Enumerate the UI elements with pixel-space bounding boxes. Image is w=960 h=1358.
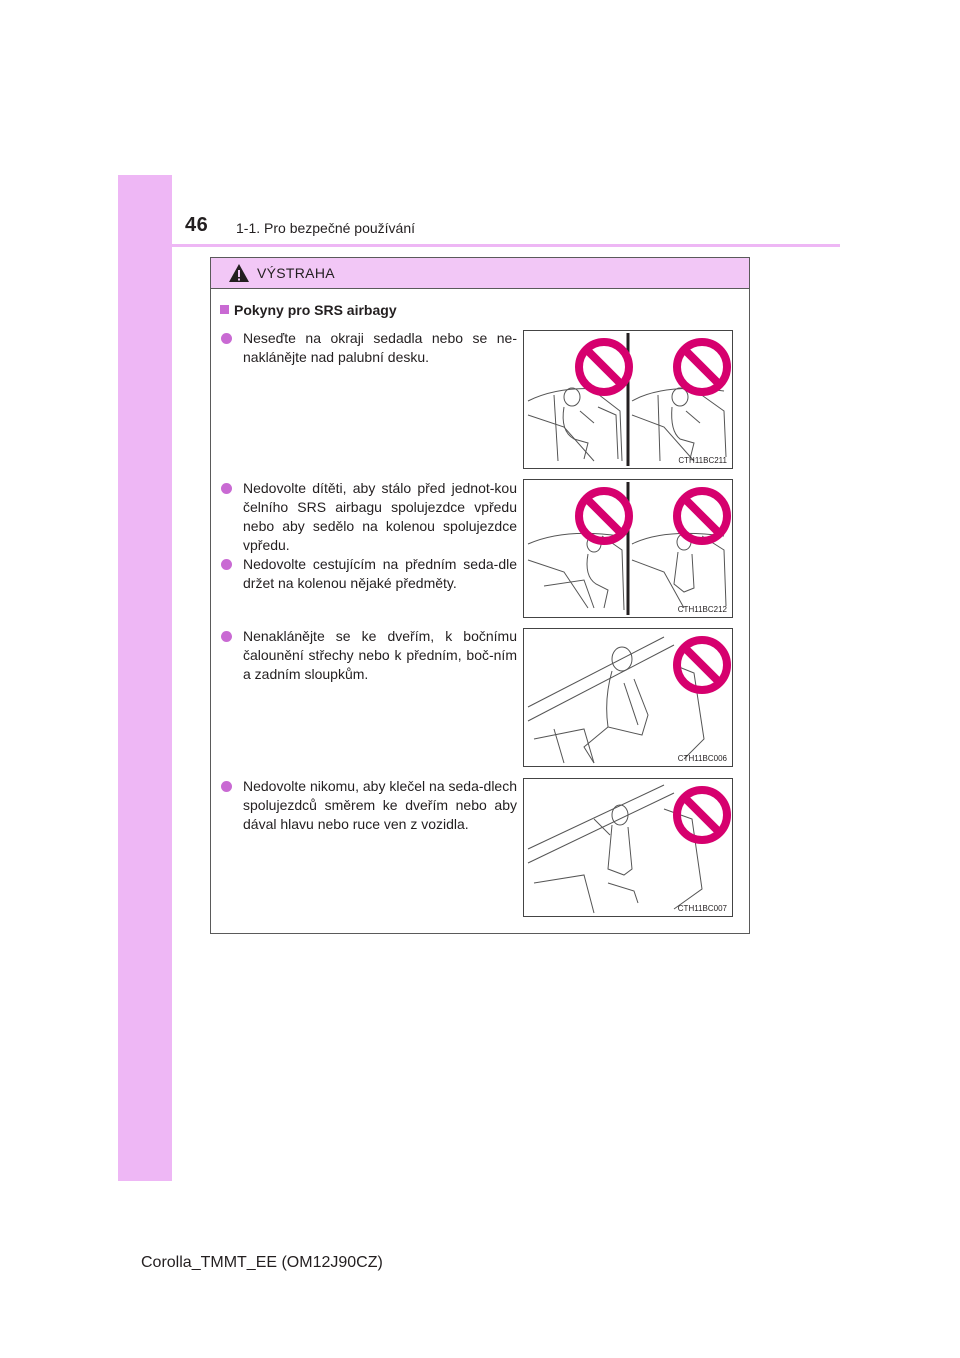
section-title: 1-1. Pro bezpečné používání (236, 220, 416, 236)
bullet-text: Nenaklánějte se ke dveřím, k bočnímu čalounění střechy nebo k předním, boč-ním a zadním sloupkům. (243, 628, 517, 682)
chapter-side-tab (118, 175, 172, 1181)
warning-title: VÝSTRAHA (257, 265, 335, 281)
bullet-item (221, 329, 517, 367)
bullet-text: Nedovolte nikomu, aby klečel na seda-dlech spolujezdců směrem ke dveřím nebo aby dával hlavu nebo ruce ven z vozidla. (243, 778, 517, 832)
illustration-leaning-on-door (523, 628, 733, 767)
page-number: 46 (185, 214, 209, 236)
illustration-leaning-forward (523, 330, 733, 469)
bullet-item (221, 627, 517, 684)
bullet-dot-icon (221, 559, 232, 570)
subheading-text: Pokyny pro SRS airbagy (234, 302, 397, 318)
bullet-item (221, 479, 517, 555)
bullet-text: Neseďte na okraji sedadla nebo se ne-naklánějte nad palubní desku. (243, 330, 517, 365)
warning-box (210, 257, 750, 934)
illustration-kneeling-on-seat (523, 778, 733, 917)
warning-triangle-icon (228, 263, 250, 283)
illustration-code: CTH11BC211 (678, 456, 727, 465)
bullet-text: Nedovolte dítěti, aby stálo před jednot-kou čelního SRS airbagu spolujezdce vpředu nebo aby sedělo na kolenou spolujezdce vpředu. (243, 480, 517, 553)
prohibition-icon (672, 337, 732, 397)
warning-header (211, 258, 749, 289)
illustration-child-front-seat (523, 479, 733, 618)
bullet-item (221, 555, 517, 593)
header-rule (118, 244, 840, 247)
prohibition-icon (672, 486, 732, 546)
subheading (220, 302, 397, 318)
bullet-dot-icon (221, 333, 232, 344)
bullet-item (221, 777, 517, 834)
square-bullet-icon (220, 305, 229, 314)
bullet-dot-icon (221, 781, 232, 792)
bullet-dot-icon (221, 483, 232, 494)
illustration-code: CTH11BC007 (677, 904, 727, 913)
prohibition-icon (574, 486, 634, 546)
prohibition-icon (672, 785, 732, 845)
bullet-dot-icon (221, 631, 232, 642)
illustration-code: CTH11BC006 (677, 754, 727, 763)
prohibition-icon (672, 635, 732, 695)
footer-document-id: Corolla_TMMT_EE (OM12J90CZ) (141, 1254, 383, 1271)
bullet-text: Nedovolte cestujícím na předním seda-dle držet na kolenou nějaké předměty. (243, 556, 517, 591)
prohibition-icon (574, 337, 634, 397)
illustration-code: CTH11BC212 (677, 605, 727, 614)
